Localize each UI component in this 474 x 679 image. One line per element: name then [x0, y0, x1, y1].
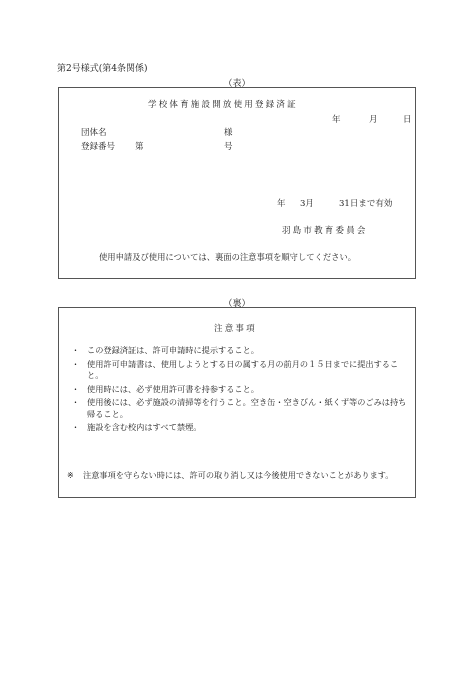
list-item — [64, 384, 409, 396]
notes-list — [64, 345, 409, 436]
registration-number-label: 登録番号 — [81, 142, 116, 152]
notes-title: 注意事項 — [214, 324, 257, 334]
bullet-mark: ・ — [71, 397, 80, 407]
registration-dai-label: 第 — [135, 142, 144, 152]
form-number-label: 第2号様式(第4条関係) — [57, 64, 148, 74]
valid-month-label: 3月 — [300, 199, 314, 209]
note-text: 使用後には、必ず施設の清掃等を行うこと。空き缶・空きびん・紙くず等のごみは持ち帰ること。 — [87, 397, 407, 419]
bullet-mark: ・ — [71, 358, 80, 369]
valid-year-label: 年 — [277, 199, 286, 209]
issuer-name: 羽島市教育委員会 — [282, 226, 368, 236]
warning-mark: ※ — [67, 470, 74, 480]
group-name-label: 団体名 — [81, 128, 107, 138]
date-year-label: 年 — [332, 115, 341, 125]
list-item — [64, 422, 409, 434]
certificate-title: 学校体育施設開放使用登録済証 — [148, 100, 298, 110]
valid-until-label: 31日まで有効 — [339, 199, 393, 209]
bullet-mark: ・ — [71, 345, 80, 355]
list-item — [64, 359, 409, 382]
instruction-text: 使用申請及び使用については、裏面の注意事項を順守してください。 — [99, 252, 357, 262]
back-card — [58, 307, 416, 498]
note-text: 使用許可申請書は、使用しようとする日の属する月の前月の１５日までに提出すること。 — [87, 358, 399, 380]
warning-text: 注意事項を守らない時には、許可の取り消し又は今後使用できないことがあります。 — [83, 470, 394, 480]
bullet-mark: ・ — [71, 422, 80, 432]
bullet-mark: ・ — [71, 383, 80, 394]
note-text: 施設を含む校内はすべて禁煙。 — [87, 422, 202, 432]
note-text: この登録済証は、許可申請時に提示すること。 — [87, 345, 259, 355]
front-card — [58, 87, 416, 279]
front-side-label: （表） — [223, 79, 251, 89]
back-side-label: （裏） — [223, 299, 251, 309]
date-day-label: 日 — [403, 115, 412, 125]
registration-go-label: 号 — [224, 142, 233, 152]
list-item — [64, 345, 409, 357]
date-month-label: 月 — [369, 115, 378, 125]
note-text: 使用時には、必ず使用許可書を持参すること。 — [87, 383, 259, 394]
honorific-label: 様 — [224, 128, 233, 138]
list-item — [64, 397, 409, 420]
